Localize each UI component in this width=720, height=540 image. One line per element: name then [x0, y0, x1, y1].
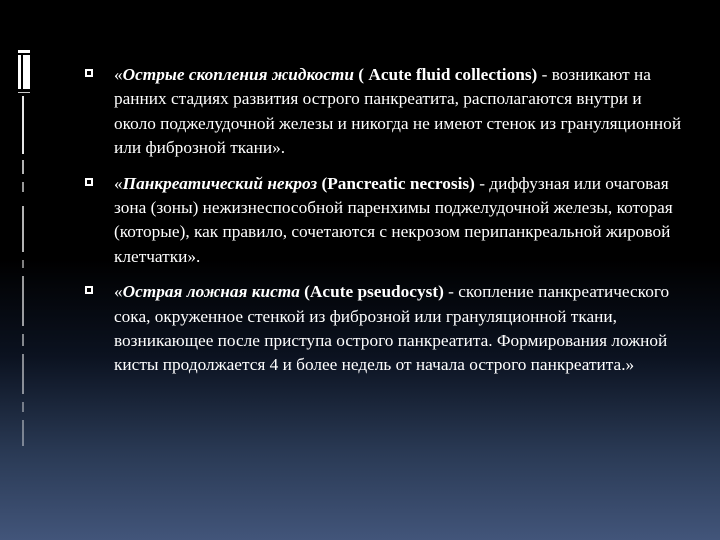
list-item	[84, 280, 684, 378]
english-term: (Acute pseudocyst)	[299, 282, 444, 302]
item-text	[114, 172, 684, 270]
definition: - скопление панкреатического сока, окруженное стенкой из фиброзной или грануляционной ткани, возникающее после приступа острого панкреатита. Формирования ложной кисты продолжается 4 и более недель от начала острого панкреатита.»	[114, 282, 670, 375]
square-bullet-icon	[84, 285, 94, 295]
quote-open: «	[114, 65, 123, 84]
quote-open: «	[114, 173, 123, 193]
quote-open: «	[114, 282, 123, 302]
english-term: ( Acute fluid collections)	[353, 65, 538, 84]
definition: - диффузная или очаговая зона (зоны) нежизнеспособной паренхимы поджелудочной железы, которая (которые), как правило, сочетаются с некрозом перипанкреальной жировой клетчатки».	[114, 173, 673, 266]
slide-content	[84, 63, 684, 389]
term: Панкреатический некроз	[122, 173, 318, 193]
square-bullet-icon	[84, 177, 94, 187]
definition: - возникают на ранних стадиях развития острого панкреатита, располагаются внутри и около поджелудочной железы и никогда не имеют стенок из грануляционной или фиброзной ткани».	[114, 65, 682, 158]
square-bullet-icon	[84, 68, 94, 78]
list-item	[84, 172, 684, 270]
item-text	[114, 63, 684, 161]
item-text	[114, 280, 684, 378]
term: Острые скопления жидкости	[122, 65, 354, 84]
list-item	[84, 63, 684, 161]
english-term: (Pancreatic necrosis)	[317, 173, 475, 193]
term: Острая ложная киста	[122, 282, 300, 302]
